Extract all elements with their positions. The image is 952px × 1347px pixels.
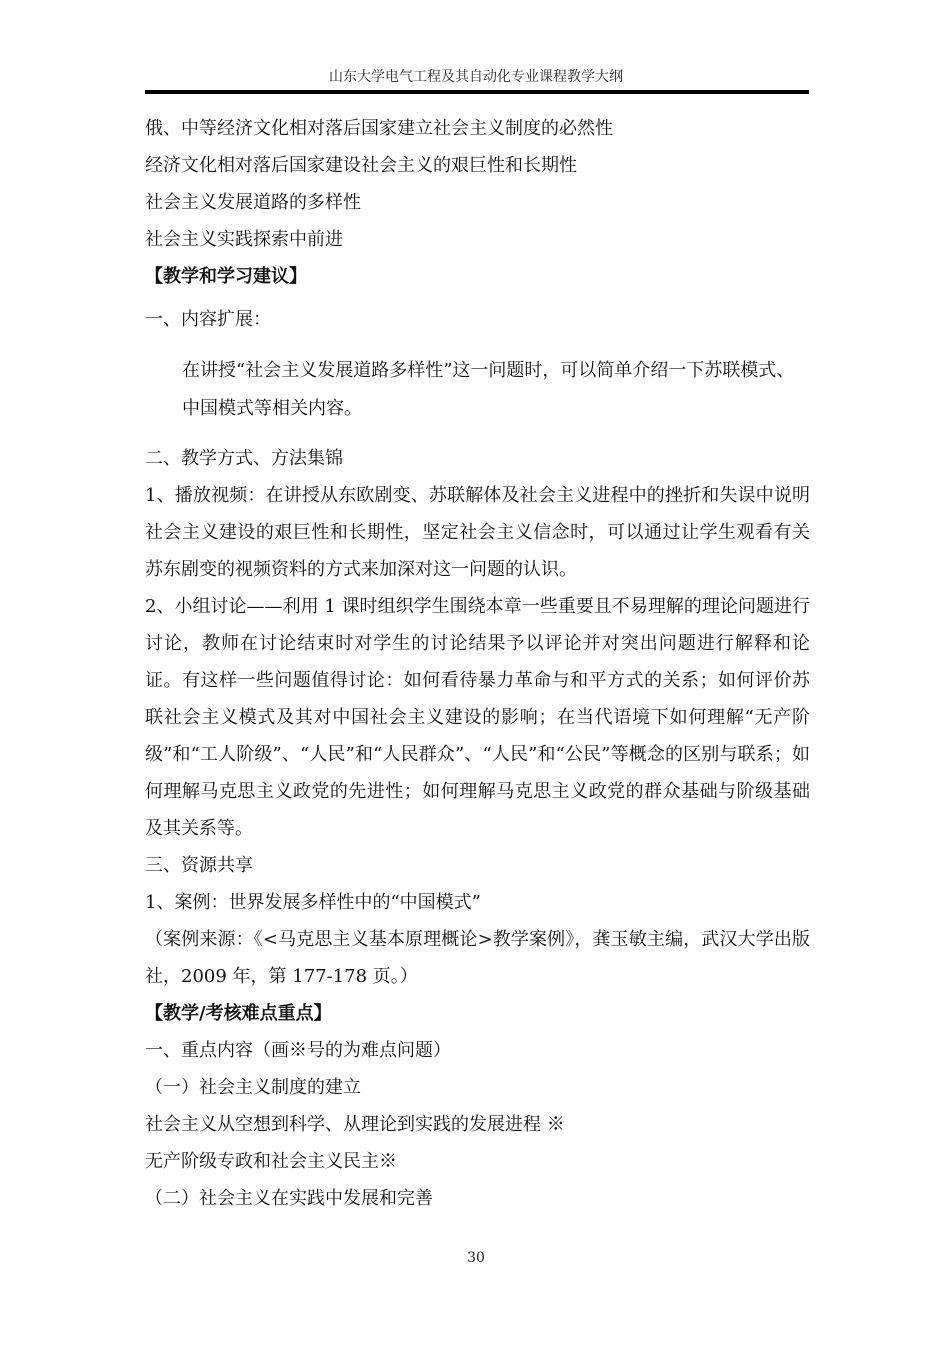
header-rule — [145, 90, 809, 94]
body-line-1: 俄、中等经济文化相对落后国家建立社会主义制度的必然性 — [145, 118, 613, 139]
section-3-title: 三、资源共享 — [145, 855, 253, 876]
key-subsection-1: （一）社会主义制度的建立 — [145, 1077, 361, 1098]
heading-key-points: 【教学/考核难点重点】 — [145, 1003, 332, 1024]
key-item-2: 无产阶级专政和社会主义民主※ — [145, 1151, 397, 1172]
body-line-2: 经济文化相对落后国家建设社会主义的艰巨性和长期性 — [145, 155, 577, 176]
section-1-body: 在讲授“社会主义发展道路多样性”这一问题时，可以简单介绍一下苏联模式、中国模式等相关内容。 — [182, 360, 795, 419]
section-3-item-1: 1、案例：世界发展多样性中的“中国模式” — [145, 892, 481, 913]
running-header: 山东大学电气工程及其自动化专业课程教学大纲 — [329, 69, 623, 85]
body-line-4: 社会主义实践探索中前进 — [145, 229, 343, 250]
section-3-source: （案例来源：《<马克思主义基本原理概论>教学案例》，龚玉敏主编，武汉大学出版社，2009 年，第 177-178 页。） — [145, 929, 810, 987]
section-2-item-1: 1、播放视频：在讲授从东欧剧变、苏联解体及社会主义进程中的挫折和失误中说明社会主义建设的艰巨性和长期性，坚定社会主义信念时，可以通过让学生观看有关苏东剧变的视频资料的方式来加深对这一问题的认识。 — [145, 485, 810, 580]
section-2-item-2: 2、小组讨论——利用 1 课时组织学生围绕本章一些重要且不易理解的理论问题进行讨论，教师在讨论结束时对学生的讨论结果予以评论并对突出问题进行解释和论证。有这样一些问题值得讨论：如何看待暴力革命与和平方式的关系；如何评价苏联社会主义模式及其对中国社会主义建设的影响；在当代语境下如何理解“无产阶级”和“工人阶级”、“人民”和“人民群众”、“人民”和“公民”等概念的区别与联系；如何理解马克思主义政党的先进性；如何理解马克思主义政党的群众基础与阶级基础及其关系等。 — [145, 596, 810, 839]
key-item-1: 社会主义从空想到科学、从理论到实践的发展进程 ※ — [145, 1114, 565, 1135]
page-body — [145, 110, 810, 1217]
key-subsection-2: （二）社会主义在实践中发展和完善 — [145, 1188, 433, 1209]
page-number: 30 — [467, 1250, 485, 1266]
section-1-title: 一、内容扩展： — [145, 309, 271, 330]
section-2-title: 二、教学方式、方法集锦 — [145, 448, 343, 469]
body-line-3: 社会主义发展道路的多样性 — [145, 192, 361, 213]
heading-teaching-suggestions: 【教学和学习建议】 — [145, 266, 307, 287]
key-points-title: 一、重点内容（画※号的为难点问题） — [145, 1040, 451, 1061]
